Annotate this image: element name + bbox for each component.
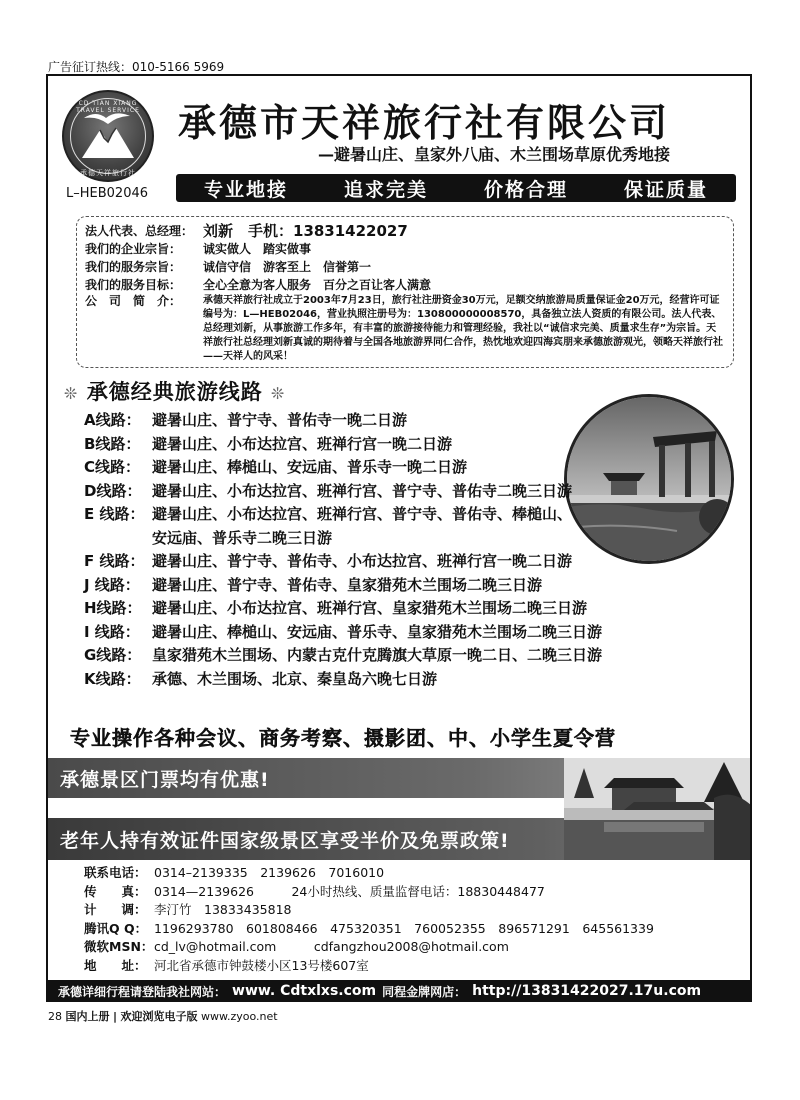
route-label: F 线路： [84,552,145,570]
route-text: 避暑山庄、棒槌山、安远庙、普乐寺、皇家猎苑木兰围场二晚三日游 [152,622,603,641]
contact-row [84,864,744,883]
route-label: H线路： [84,599,142,617]
info-row [85,276,725,294]
contact-label: 地 址： [84,957,147,973]
logo-text-top: CD TIAN XIANG TRAVEL SERVICE [76,100,140,114]
routes-title [64,376,285,406]
contact-value: 李汀竹 13833435818 [154,902,292,917]
info-label: 我们的企业宗旨： [85,242,182,256]
info-value: 全心全意为客人服务 百分之百让客人满意 [203,278,432,292]
discount-banner-text: 承德景区门票均有优惠! [60,768,270,791]
route-label: C线路： [84,458,141,476]
route-text: 避暑山庄、小布达拉宫、班禅行宫、普宁寺、普佑寺、棒槌山、安远庙、普乐寺二晚三日游 [152,505,573,547]
route-item [84,644,744,668]
footer-text: 承德详细行程请登陆我社网站： [58,984,227,999]
route-text: 皇家猎苑木兰围场、内蒙古克什克腾旗大草原一晚二日、二晚三日游 [152,646,603,664]
contact-row [84,938,744,957]
intro-text: 承德天祥旅行社成立于2003年7月23日，旅行社注册资金30万元，足额交纳旅游局质量保证金20万元，经营许可证编号为：L—HEB02046，营业执照注册号为：130800000008570，具备独立法人资质的有限公司。法人代表、总经理刘新，从事旅游工作多年，有丰富的旅游接待能力和管理经验，我社以“诚信求完美、质量求生存”为宗旨。天祥旅行社总经理刘新真诚的期待着与全国各地旅游界同仁合作，热忱地欢迎四海宾朋来承德旅游观光，领略天祥旅行社——天祥人的风采！ [203,295,723,362]
flower-icon: ❊ [64,384,79,403]
contact-value: 0314–2139335 2139626 7016010 [154,865,385,880]
route-label: A线路： [84,411,141,429]
contact-label: 腾讯Q Q： [84,920,148,936]
route-item [84,456,744,480]
info-row [85,240,725,258]
website-footer-bar [48,980,752,1002]
contact-row [84,901,744,920]
route-text: 避暑山庄、小布达拉宫、班禅行宫一晚二日游 [152,434,453,453]
route-item [84,480,744,504]
website-link[interactable]: www. Cdtxlxs.com [232,983,377,999]
contact-value: 河北省承德市钟鼓楼小区13号楼607室 [154,957,369,973]
contact-value: 0314—2139626 24小时热线、质量监督电话：18830448477 [154,883,545,899]
contact-value: 1196293780 601808466 475320351 760052355 896571291 645561339 [154,920,654,936]
info-label: 法人代表、总经理： [85,224,194,238]
company-name: 承德市天祥旅行社有限公司 [178,100,671,145]
slogan-item: 价格合理 [483,178,568,201]
company-logo [62,90,154,182]
slogan-bar [176,174,736,202]
pavilion-image [564,758,752,860]
company-intro [85,294,725,364]
slogan-item: 保证质量 [623,178,708,201]
route-item [84,409,744,433]
route-label: E 线路： [84,505,145,523]
promo-text: 欢迎浏览电子版 [120,1010,198,1023]
route-text: 避暑山庄、小布达拉宫、班禅行宫、皇家猎苑木兰围场二晚三日游 [152,599,588,617]
route-text: 避暑山庄、小布达拉宫、班禅行宫、普宁寺、普佑寺二晚三日游 [152,481,573,500]
route-item [84,668,744,692]
route-item [84,597,744,621]
footer-text: 同程金牌网店： [382,984,467,999]
route-text: 避暑山庄、普宁寺、普佑寺一晚二日游 [152,411,408,429]
info-label: 我们的服务宗旨： [85,260,182,274]
shop-link[interactable]: http://13831422027.17u.com [472,983,702,999]
info-label: 我们的服务目标： [85,278,182,292]
info-row [85,222,725,240]
route-item [84,574,744,598]
route-item [84,433,744,457]
contact-value: cd_lv@hotmail.com cdfangzhou2008@hotmail.com [154,939,509,954]
contact-label: 微软MSN： [84,939,154,954]
slogan-item: 专业地接 [203,178,288,201]
services-line: 专业操作各种会议、商务考察、摄影团、中、小学生夏令营 [70,726,616,750]
contact-row [84,957,744,976]
route-item [84,550,744,574]
info-row [85,258,725,276]
route-text: 避暑山庄、普宁寺、普佑寺、小布达拉宫、班禅行宫一晚二日游 [152,552,573,570]
contact-label: 传 真： [84,883,147,899]
license-number: L–HEB02046 [66,186,149,201]
page-footer [48,1008,278,1024]
route-item [84,503,744,550]
route-label: J 线路： [84,575,140,594]
route-label: I 线路： [84,622,140,641]
page-number: 28 [48,1010,62,1023]
intro-label: 公 司 简 介： [85,294,182,308]
logo-text-bottom: 承德天祥旅行社 [80,169,136,177]
route-item [84,621,744,645]
company-info-box [76,216,734,368]
section-name: 国内上册 [65,1010,110,1023]
route-text: 承德、木兰围场、北京、秦皇岛六晚七日游 [152,669,438,688]
route-label: B线路： [84,434,141,453]
footer-url[interactable]: www.zyoo.net [201,1010,278,1023]
pavilion-lake-photo [564,758,752,860]
routes-list [84,409,744,691]
contact-label: 联系电话： [84,865,147,880]
route-text: 避暑山庄、棒槌山、安远庙、普乐寺一晚二日游 [152,458,468,476]
info-value: 诚实做人 踏实做事 [203,242,312,256]
flower-icon: ❊ [271,384,286,403]
routes-title-text: 承德经典旅游线路 [86,380,263,404]
ad-hotline: 广告征订热线：010-5166 5969 [48,60,225,74]
route-label: D线路： [84,481,142,500]
route-text: 避暑山庄、普宁寺、普佑寺、皇家猎苑木兰围场二晚三日游 [152,575,543,594]
ad-frame [46,74,752,1002]
info-value: 刘新 手机：13831422027 [203,222,408,240]
mountain-bird-icon [78,108,138,164]
contact-label: 计 调： [84,902,147,917]
info-value: 诚信守信 游客至上 信誉第一 [203,260,372,274]
senior-banner-text: 老年人持有效证件国家级景区享受半价及免票政策! [60,829,510,852]
footer-divider: | [113,1010,118,1023]
route-label: G线路： [84,646,142,664]
contact-info [84,864,744,975]
contact-row [84,883,744,902]
route-label: K线路： [84,669,141,688]
slogan-item: 追求完美 [343,178,428,201]
contact-row [84,920,744,939]
company-tagline: —避暑山庄、皇家外八庙、木兰围场草原优秀地接 [318,145,671,164]
